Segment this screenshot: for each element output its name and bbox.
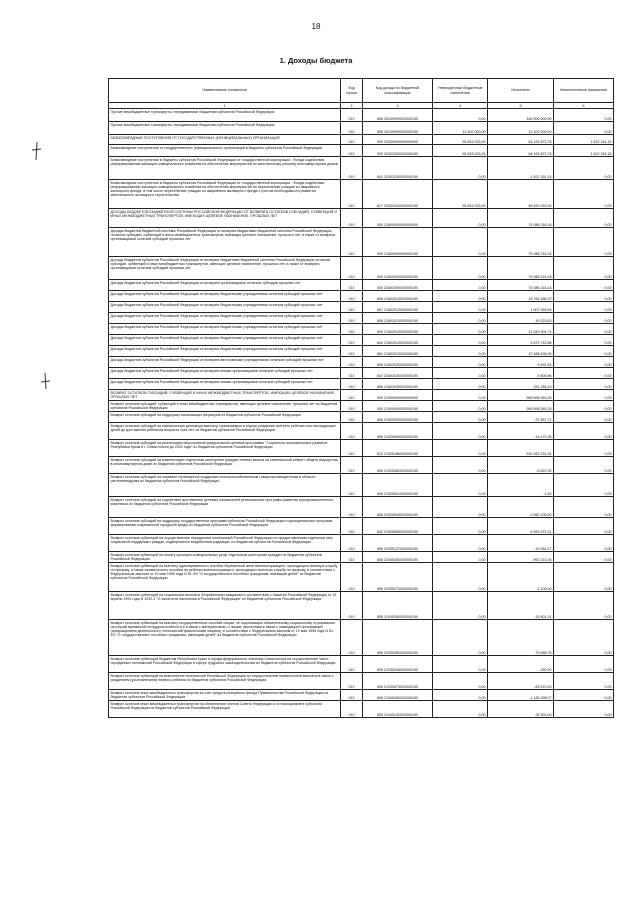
table-row (109, 228, 614, 257)
row-unexecuted-cell: 0,00 (554, 440, 614, 457)
row-executed-cell: -992 213,36 (488, 552, 554, 563)
row-approved-cell: 0,00 (433, 357, 488, 368)
row-approved-cell: 0,00 (433, 291, 488, 302)
row-line-cell: 010 (341, 209, 363, 228)
table-row (109, 145, 614, 157)
row-code-cell: 000 21900000000000000 (363, 390, 433, 401)
table-row (109, 346, 614, 357)
row-executed-cell: -19 084,27 (488, 535, 554, 552)
row-approved-cell: 0,00 (433, 656, 488, 673)
table-row (109, 135, 614, 145)
table-row (109, 357, 614, 368)
table-row (109, 379, 614, 390)
row-name-cell: Возврат остатков субсидий, субвенций и иных межбюджетных трансфертов, имеющих целевое назначение, прошлых лет из бюджетов субъектов Российской Федерации (109, 401, 341, 412)
row-executed-cell: -37 557,71 (488, 412, 554, 423)
row-approved-cell: 0,00 (433, 109, 488, 122)
col-number: 4 (433, 103, 488, 109)
scan-mark-2 (38, 370, 52, 392)
row-approved-cell: 0,00 (433, 592, 488, 620)
row-executed-cell: 64 192 872,78 (488, 135, 554, 145)
table-row (109, 690, 614, 701)
table-row (109, 209, 614, 228)
table-row (109, 440, 614, 457)
row-name-cell: Возврат остатков субсидий на компенсацию отдельным категориям граждан оплаты взноса на капитальный ремонт общего имущества в многоквартирном доме из бюджетов субъектов Российской Федерации (109, 457, 341, 474)
row-unexecuted-cell: 0,00 (554, 423, 614, 440)
page-number: 18 (311, 22, 321, 31)
table-row (109, 280, 614, 291)
row-unexecuted-cell: 0,00 (554, 457, 614, 474)
row-line-cell: 010 (341, 180, 363, 209)
row-name-cell: Доходы бюджетов субъектов Российской Федерации от возврата бюджетными учреждениями остатков субсидий прошлых лет (109, 291, 341, 302)
row-unexecuted-cell: 0,00 (554, 346, 614, 357)
row-code-cell: 855 21925462020000150 (363, 457, 433, 474)
table-row (109, 457, 614, 474)
table-row (109, 157, 614, 180)
row-line-cell: 010 (341, 157, 363, 180)
row-code-cell: 817 20302040020000150 (363, 180, 433, 209)
row-name-cell: Доходы бюджетов субъектов Российской Федерации от возврата автономными учреждениями остатков субсидий прошлых лет (109, 357, 341, 368)
row-code-cell: 855 21925084020000150 (363, 423, 433, 440)
table-row (109, 563, 614, 592)
table-row (109, 324, 614, 335)
row-approved-cell: 0,00 (433, 701, 488, 718)
row-executed-cell: 27 488 406,26 (488, 346, 554, 357)
row-name-cell: Возврат остатков субвенций на оплату жилищно-коммунальных услуг отдельным категориям граждан из бюджетов субъектов Российской Федерации (109, 552, 341, 563)
row-approved-cell: 0,00 (433, 552, 488, 563)
row-line-cell: 010 (341, 412, 363, 423)
row-line-cell: 010 (341, 620, 363, 656)
row-line-cell: 010 (341, 474, 363, 497)
row-executed-cell: -369 598 546,25 (488, 401, 554, 412)
row-code-cell: 836 21925543020000150 (363, 497, 433, 518)
row-approved-cell: 0,00 (433, 518, 488, 535)
table-row (109, 592, 614, 620)
row-executed-cell: 75 086 216,18 (488, 257, 554, 280)
row-line-cell: 010 (341, 302, 363, 313)
table-row (109, 701, 614, 718)
row-approved-cell: 0,00 (433, 390, 488, 401)
row-unexecuted-cell: 0,00 (554, 257, 614, 280)
table-row (109, 180, 614, 209)
row-unexecuted-cell: 0,00 (554, 324, 614, 335)
row-code-cell: 842 21802010020000150 (363, 335, 433, 346)
row-unexecuted-cell: 0,00 (554, 656, 614, 673)
table-row (109, 474, 614, 497)
row-code-cell: 000 21802000020000150 (363, 280, 433, 291)
row-unexecuted-cell: 0,00 (554, 180, 614, 209)
row-line-cell: 010 (341, 701, 363, 718)
row-name-cell: ДОХОДЫ БЮДЖЕТОВ БЮДЖЕТНОЙ СИСТЕМЫ РОССИЙСКОЙ ФЕДЕРАЦИИ ОТ ВОЗВРАТА ОСТАТКОВ СУБСИДИЙ, СУБВЕНЦИЙ И ИНЫХ МЕЖБЮДЖЕТНЫХ ТРАНСФЕРТОВ, ИМЕЮЩИХ ЦЕЛЕВОЕ НАЗНАЧЕНИЕ, ПРОШЛЫХ ЛЕТ (109, 209, 341, 228)
row-unexecuted-cell: 0,00 (554, 592, 614, 620)
row-approved-cell: 0,00 (433, 457, 488, 474)
row-executed-cell: 49 323,63 (488, 313, 554, 324)
row-executed-cell: 75 086 216,18 (488, 228, 554, 257)
table-row (109, 335, 614, 346)
row-code-cell: 847 21802030020000150 (363, 368, 433, 379)
row-unexecuted-cell: 1 622 161,15 (554, 135, 614, 145)
table-row (109, 401, 614, 412)
row-code-cell: 835 21935436020000150 (363, 656, 433, 673)
row-line-cell: 010 (341, 423, 363, 440)
row-name-cell: Прочие межбюджетные трансферты, передаваемые бюджетам субъектов Российской Федерации (109, 109, 341, 122)
row-approved-cell: 0,00 (433, 209, 488, 228)
row-unexecuted-cell: 0,00 (554, 701, 614, 718)
row-executed-cell: -79 568,75 (488, 620, 554, 656)
row-approved-cell: 0,00 (433, 497, 488, 518)
row-executed-cell: 180 000 000,00 (488, 109, 554, 122)
table-row (109, 656, 614, 673)
row-approved-cell: 65 815 033,93 (433, 145, 488, 157)
row-line-cell: 010 (341, 257, 363, 280)
row-executed-cell: -5 553 972,31 (488, 518, 554, 535)
row-executed-cell: -83 870,00 (488, 673, 554, 690)
row-executed-cell: -2 100,00 (488, 563, 554, 592)
table-body (109, 109, 614, 718)
row-line-cell: 010 (341, 109, 363, 122)
row-unexecuted-cell: 0,00 (554, 497, 614, 518)
col-header-code: Код дохода по бюджетной классификации (363, 79, 433, 103)
row-name-cell: Возврат остатков субвенций на выполнение полномочий Российской Федерации по осуществлению ежемесячной выплаты в связи с рождением (усыновлением) первого ребенка из бюджетов субъектов Российской Федерации (109, 673, 341, 690)
row-code-cell: 806 21802010020000150 (363, 291, 433, 302)
row-name-cell: Возврат остатков иных межбюджетных трансфертов на обеспечение членов Совета Федерации и их помощников в субъектах Российской Федерации из бюджетов субъектов Российской Федерации (109, 701, 341, 718)
row-approved-cell: 0,00 (433, 324, 488, 335)
row-name-cell: Безвозмездные поступления от государственных (муниципальных) организаций в бюджеты субъектов Российской Федерации (109, 145, 341, 157)
row-unexecuted-cell: 0,00 (554, 157, 614, 180)
row-approved-cell: 0,00 (433, 280, 488, 291)
table-row (109, 620, 614, 656)
row-unexecuted-cell: 0,00 (554, 335, 614, 346)
row-code-cell: 842 21925555020000150 (363, 518, 433, 535)
row-executed-cell: -369 598 546,25 (488, 390, 554, 401)
row-name-cell: Возврат остатков субвенций бюджетам Республики Крым и города федерального значения Севастополя на осуществление части переданных полномочий Российской Федерации в сфере трудового законодательства из бюджетов субъектов Российской Федерации (109, 656, 341, 673)
row-unexecuted-cell: 0,00 (554, 379, 614, 390)
row-line-cell: 010 (341, 552, 363, 563)
row-approved-cell: 0,00 (433, 673, 488, 690)
row-code-cell: 812 21925186020000150 (363, 440, 433, 457)
row-unexecuted-cell: 0,00 (554, 673, 614, 690)
row-approved-cell: 0,00 (433, 302, 488, 313)
row-line-cell: 010 (341, 673, 363, 690)
row-line-cell: 010 (341, 440, 363, 457)
row-executed-cell: -3 950 100,00 (488, 497, 554, 518)
row-approved-cell: 0,00 (433, 379, 488, 390)
row-name-cell: ВОЗВРАТ ОСТАТКОВ СУБСИДИЙ, СУБВЕНЦИЙ И ИНЫХ МЕЖБЮДЖЕТНЫХ ТРАНСФЕРТОВ, ИМЕЮЩИХ ЦЕЛЕВОЕ НАЗНАЧЕНИЕ, ПРОШЛЫХ ЛЕТ (109, 390, 341, 401)
row-executed-cell: -25 301,00 (488, 701, 554, 718)
table-row (109, 109, 614, 122)
table-row (109, 390, 614, 401)
row-executed-cell: -1,50 (488, 474, 554, 497)
row-line-cell: 010 (341, 390, 363, 401)
row-unexecuted-cell: 0,00 (554, 474, 614, 497)
row-code-cell: 806 20249999020000150 (363, 109, 433, 122)
row-unexecuted-cell: 0,00 (554, 302, 614, 313)
row-name-cell: Возврат остатков субвенций на выплату единовременного пособия беременной жене военнослужащего, проходящего военную службу по призыву, а также ежемесячного пособия на ребенка военнослужащего, проходящего военную службу по призыву, в соответствии с Федеральным законом от 19 мая 1995 года N 81-ФЗ "О государственных пособиях гражданам, имеющим детей" из бюджетов субъектов Российской Федерации (109, 563, 341, 592)
row-approved-cell: 65 815 033,93 (433, 180, 488, 209)
row-line-cell: 010 (341, 324, 363, 335)
row-executed-cell: 12 402 000,00 (488, 122, 554, 135)
row-unexecuted-cell: 0,00 (554, 209, 614, 228)
row-line-cell: 010 (341, 535, 363, 552)
table-row (109, 412, 614, 423)
row-line-cell: 010 (341, 497, 363, 518)
row-unexecuted-cell: 0,00 (554, 122, 614, 135)
row-code-cell: 836 21925541020000150 (363, 474, 433, 497)
row-line-cell: 010 (341, 313, 363, 324)
row-approved-cell: 0,00 (433, 346, 488, 357)
row-code-cell: 000 21900000020000150 (363, 401, 433, 412)
row-approved-cell: 0,00 (433, 620, 488, 656)
row-approved-cell: 0,00 (433, 474, 488, 497)
row-unexecuted-cell: 0,00 (554, 563, 614, 592)
row-line-cell: 010 (341, 346, 363, 357)
row-name-cell: Возврат остатков субвенций на осуществление переданных полномочий Российской Федерации по предоставлению отдельных мер социальной поддержки граждан, подвергшихся воздействию радиации, из бюджетов субъектов Российской Федерации (109, 535, 341, 552)
row-name-cell: Безвозмездные поступления в бюджеты субъектов Российской Федерации от государственной корпорации - Фонда содействия реформированию жилищно-коммунального хозяйства на обеспечение мероприятий по капитальному ремонту многоквартирных домов (109, 157, 341, 180)
table-row (109, 497, 614, 518)
row-code-cell: 000 20302000020000150 (363, 145, 433, 157)
row-line-cell: 010 (341, 368, 363, 379)
row-executed-cell: -250,00 (488, 656, 554, 673)
row-approved-cell: 0,00 (433, 368, 488, 379)
row-name-cell: Возврат остатков иных межбюджетных трансфертов за счет средств резервного фонда Правительства Российской Федерации из бюджетов субъектов Российской Федерации (109, 690, 341, 701)
row-code-cell: 808 21802010020000150 (363, 313, 433, 324)
row-executed-cell: 5 872 742,88 (488, 335, 554, 346)
col-header-line: Код строки (341, 79, 363, 103)
row-unexecuted-cell: 0,00 (554, 280, 614, 291)
row-unexecuted-cell: 0,00 (554, 552, 614, 563)
row-executed-cell: 5 806,96 (488, 368, 554, 379)
col-number: 5 (488, 103, 554, 109)
row-executed-cell: 21 549 904,74 (488, 324, 554, 335)
row-executed-cell: -15 501,31 (488, 592, 554, 620)
col-number: 1 (109, 103, 341, 109)
row-line-cell: 010 (341, 335, 363, 346)
row-line-cell: 010 (341, 357, 363, 368)
row-line-cell: 010 (341, 228, 363, 257)
row-name-cell: Доходы бюджетов бюджетной системы Российской Федерации от возврата бюджетами бюджетной системы Российской Федерации остатков субсидий, субвенций и иных межбюджетных трансфертов, имеющих целевое назначение, прошлых лет, а также от возврата организациями остатков субсидий прошлых лет (109, 228, 341, 257)
row-code-cell: 853 21945142020000150 (363, 701, 433, 718)
table-row (109, 518, 614, 535)
col-header-unexecuted: Неисполненные назначения (554, 79, 614, 103)
row-approved-cell: 0,00 (433, 690, 488, 701)
row-executed-cell: 18 762 186,37 (488, 291, 554, 302)
row-approved-cell: 0,00 (433, 228, 488, 257)
row-executed-cell: 1 007 069,63 (488, 302, 554, 313)
row-code-cell: 855 21935290020000150 (363, 592, 433, 620)
row-name-cell: Прочие межбюджетные трансферты, передаваемые бюджетам субъектов Российской Федерации (109, 122, 341, 135)
table-row (109, 302, 614, 313)
row-name-cell: Возврат остатков субсидий на ежемесячную денежную выплату, назначаемую в случае рождения третьего ребенка или последующих детей до достижения ребенком возраста трех лет, из бюджетов субъектов Российской Федерации (109, 423, 341, 440)
row-code-cell: 808 21802020020000150 (363, 357, 433, 368)
row-executed-cell: 65 815 033,93 (488, 180, 554, 209)
row-unexecuted-cell: 0,00 (554, 518, 614, 535)
row-approved-cell: 0,00 (433, 440, 488, 457)
row-unexecuted-cell: 0,00 (554, 291, 614, 302)
row-code-cell: 809 21802010020000150 (363, 324, 433, 335)
revenue-table (108, 78, 614, 718)
table-row (109, 291, 614, 302)
row-code-cell: 836 21925053020000150 (363, 412, 433, 423)
row-line-cell: 010 (341, 401, 363, 412)
row-code-cell: 860 21802030020000150 (363, 379, 433, 390)
row-code-cell: 842 20302030020000150 (363, 157, 433, 180)
row-unexecuted-cell: 0,00 (554, 620, 614, 656)
row-name-cell: Доходы бюджетов субъектов Российской Федерации от возврата бюджетными учреждениями остатков субсидий прошлых лет (109, 302, 341, 313)
row-code-cell: 000 21800000020000150 (363, 257, 433, 280)
scan-mark-1 (30, 140, 44, 162)
col-header-name: Наименование показателя (109, 79, 341, 103)
row-code-cell: 806 21945160020000150 (363, 690, 433, 701)
row-name-cell: Доходы бюджетов субъектов Российской Федерации от возврата бюджетами бюджетной системы Российской Федерации остатков субсидий, субвенций и иных межбюджетных трансфертов, имеющих целевое назначение, прошлых лет, а также от возврата организациями остатков субсидий прошлых лет (109, 257, 341, 280)
row-approved-cell: 0,00 (433, 157, 488, 180)
row-code-cell: 000 20300000000000000 (363, 135, 433, 145)
row-name-cell: Возврат остатков субсидий на реализацию мероприятий федеральной целевой программы "Социально-экономическое развитие Республики Крым и г. Севастополя до 2020 года" из бюджетов субъектов Российской Федерации (109, 440, 341, 457)
row-executed-cell: 331 284,19 (488, 379, 554, 390)
row-approved-cell: 12 402 000,00 (433, 122, 488, 135)
table-row (109, 535, 614, 552)
row-unexecuted-cell: 0,00 (554, 401, 614, 412)
row-approved-cell: 0,00 (433, 257, 488, 280)
row-line-cell: 010 (341, 122, 363, 135)
row-unexecuted-cell: 0,00 (554, 412, 614, 423)
table-row (109, 313, 614, 324)
table-row (109, 552, 614, 563)
row-name-cell: Возврат остатков субсидий на поддержку начинающих фермеров из бюджетов субъектов Российской Федерации (109, 412, 341, 423)
row-code-cell: 861 21802010020000150 (363, 346, 433, 357)
row-approved-cell: 0,00 (433, 401, 488, 412)
table-row (109, 423, 614, 440)
row-name-cell: Доходы бюджетов субъектов Российской Федерации от возврата бюджетными учреждениями остатков субсидий прошлых лет (109, 346, 341, 357)
row-unexecuted-cell: 0,00 (554, 368, 614, 379)
row-executed-cell: 9 491,53 (488, 357, 554, 368)
row-name-cell: Доходы бюджетов субъектов Российской Федерации от возврата бюджетными учреждениями остатков субсидий прошлых лет (109, 324, 341, 335)
row-line-cell: 010 (341, 135, 363, 145)
row-name-cell: Доходы бюджетов субъектов Российской Федерации от возврата бюджетными учреждениями остатков субсидий прошлых лет (109, 335, 341, 346)
row-name-cell: Доходы бюджетов субъектов Российской Федерации от возврата иными организациями остатков субсидий прошлых лет (109, 379, 341, 390)
table-header-row (109, 79, 614, 103)
row-unexecuted-cell: 0,00 (554, 357, 614, 368)
row-executed-cell: 75 086 216,18 (488, 280, 554, 291)
row-executed-cell: -16 475,36 (488, 423, 554, 440)
row-line-cell: 010 (341, 457, 363, 474)
row-code-cell: 855 21935380020000150 (363, 620, 433, 656)
row-unexecuted-cell: 0,00 (554, 535, 614, 552)
row-executed-cell: -330 262 231,92 (488, 440, 554, 457)
col-number: 3 (363, 103, 433, 109)
row-code-cell: 855 21935250020000150 (363, 552, 433, 563)
table-row (109, 122, 614, 135)
row-name-cell: Доходы бюджетов субъектов Российской Федерации от возврата иными организациями остатков субсидий прошлых лет (109, 368, 341, 379)
row-name-cell: БЕЗВОЗМЕЗДНЫЕ ПОСТУПЛЕНИЯ ОТ ГОСУДАРСТВЕННЫХ (МУНИЦИПАЛЬНЫХ) ОРГАНИЗАЦИЙ (109, 135, 341, 145)
row-name-cell: Доходы бюджетов субъектов Российской Федерации от возврата бюджетными учреждениями остатков субсидий прошлых лет (109, 313, 341, 324)
row-unexecuted-cell: 0,00 (554, 313, 614, 324)
row-executed-cell: 75 086 216,18 (488, 209, 554, 228)
row-line-cell: 010 (341, 592, 363, 620)
row-unexecuted-cell: 1 622 161,15 (554, 145, 614, 157)
row-executed-cell: -1 185 398,07 (488, 690, 554, 701)
page-title: 1. Доходы бюджета (279, 56, 353, 65)
row-approved-cell: 0,00 (433, 313, 488, 324)
row-approved-cell: 0,00 (433, 412, 488, 423)
row-executed-cell: -5 622,39 (488, 457, 554, 474)
row-unexecuted-cell: 0,00 (554, 228, 614, 257)
row-name-cell: Возврат остатков субвенций на социальные выплаты безработным гражданам в соответствии с Законом Российской Федерации от 19 апреля 1991 года N 1032-1 "О занятости населения в Российской Федерации" из бюджетов субъектов Российской Федерации (109, 592, 341, 620)
col-header-executed: Исполнено (488, 79, 554, 103)
row-name-cell: Возврат остатков субсидий на содействие достижению целевых показателей региональных программ развития агропромышленного комплекса из бюджетов субъектов Российской Федерации (109, 497, 341, 518)
row-unexecuted-cell: 0,00 (554, 390, 614, 401)
row-line-cell: 010 (341, 690, 363, 701)
row-approved-cell: 0,00 (433, 535, 488, 552)
col-number: 2 (341, 103, 363, 109)
row-line-cell: 010 (341, 518, 363, 535)
row-line-cell: 010 (341, 563, 363, 592)
row-unexecuted-cell: 0,00 (554, 690, 614, 701)
row-name-cell: Безвозмездные поступления в бюджеты субъектов Российской Федерации от государственной корпорации - Фонда содействия реформированию жилищно-коммунального хозяйства на обеспечение мероприятий по переселению граждан из аварийного жилищного фонда, в том числе переселению граждан из аварийного жилищного фонда с учетом необходимости развития малоэтажного жилищного строительства (109, 180, 341, 209)
row-unexecuted-cell: 0,00 (554, 109, 614, 122)
row-name-cell: Возврат остатков субсидий на оказание несвязанной поддержки сельскохозяйственным товаропроизводителям в области растениеводства из бюджетов субъектов Российской Федерации (109, 474, 341, 497)
row-code-cell: 855 20249999020000150 (363, 122, 433, 135)
row-code-cell: 000 21800000000000150 (363, 228, 433, 257)
row-code-cell: 855 21935270020000150 (363, 563, 433, 592)
table-row (109, 673, 614, 690)
table-row (109, 257, 614, 280)
col-number: 6 (554, 103, 614, 109)
row-line-cell: 010 (341, 379, 363, 390)
row-line-cell: 010 (341, 656, 363, 673)
row-executed-cell: 64 192 872,78 (488, 145, 554, 157)
row-name-cell: Возврат остатков субсидий на поддержку государственных программ субъектов Российской Федерации и муниципальных программ формирования современной городской среды из бюджетов субъектов Российской Федерации (109, 518, 341, 535)
row-code-cell: 807 21802010020000150 (363, 302, 433, 313)
row-line-cell: 010 (341, 145, 363, 157)
row-code-cell: 855 21935573020000150 (363, 673, 433, 690)
row-approved-cell: 0,00 (433, 563, 488, 592)
row-name-cell: Доходы бюджетов субъектов Российской Федерации от возврата организациями остатков субсидий прошлых лет (109, 280, 341, 291)
col-header-approved: Утвержденные бюджетные назначения (433, 79, 488, 103)
row-code-cell: 855 21935137020000150 (363, 535, 433, 552)
row-approved-cell: 0,00 (433, 423, 488, 440)
table-row (109, 368, 614, 379)
row-name-cell: Возврат остатков субвенций на выплату государственных пособий лицам, не подлежащим обязательному социальному страхованию на случай временной нетрудоспособности и в связи с материнством, и лицам, уволенным в связи с ликвидацией организаций (прекращением деятельности, полномочий физическими лицами), в соответствии с Федеральным законом от 19 мая 1995 года N 81-ФЗ "О государственных пособиях гражданам, имеющим детей" из бюджетов субъектов Российской Федерации (109, 620, 341, 656)
row-executed-cell: -1 622 161,15 (488, 157, 554, 180)
row-approved-cell: 0,00 (433, 335, 488, 346)
row-code-cell: 000 21800000000000000 (363, 209, 433, 228)
row-line-cell: 010 (341, 291, 363, 302)
row-line-cell: 010 (341, 280, 363, 291)
row-approved-cell: 65 815 033,93 (433, 135, 488, 145)
